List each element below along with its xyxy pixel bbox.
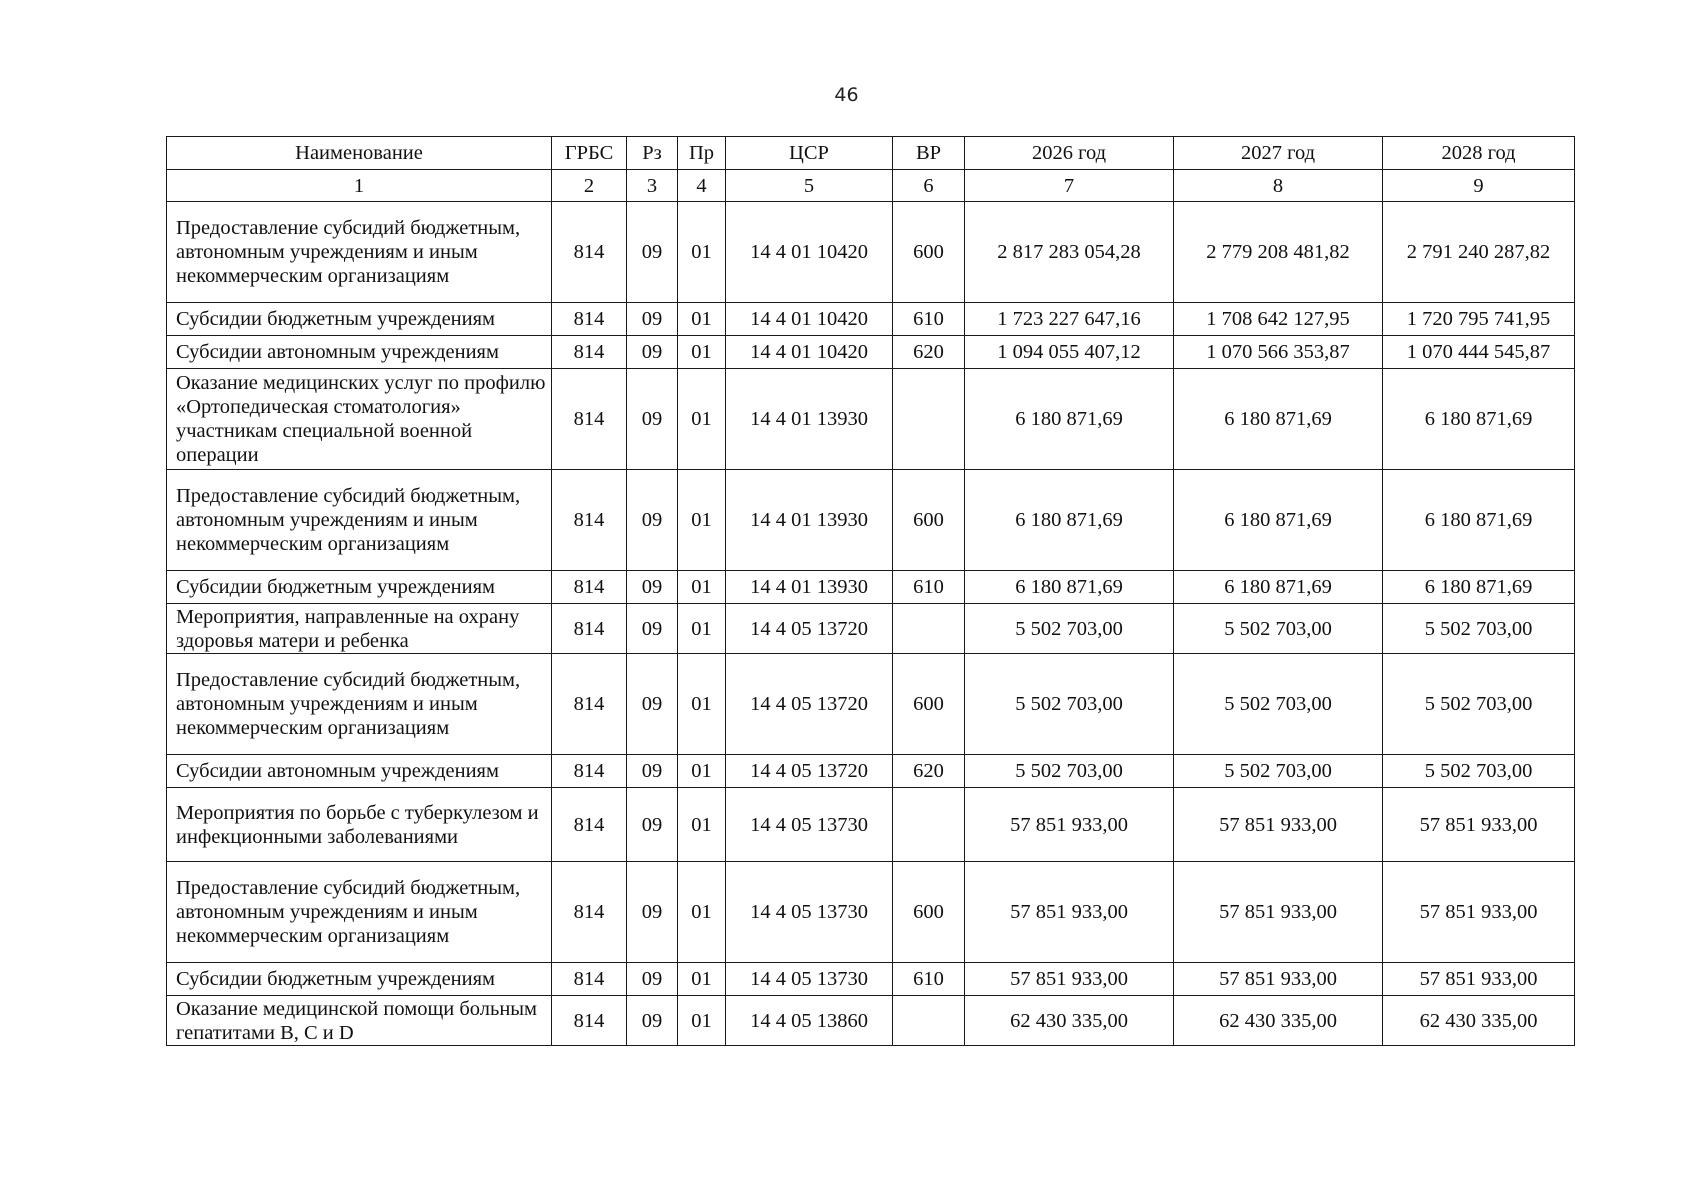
cell-2028: 1 070 444 545,87 <box>1383 336 1575 369</box>
cell-grbs: 814 <box>552 369 627 470</box>
cell-vr: 610 <box>893 303 965 336</box>
cell-2027: 62 430 335,00 <box>1174 996 1383 1046</box>
cell-pr: 01 <box>678 202 726 303</box>
cell-rz: 09 <box>627 369 678 470</box>
cell-2028: 6 180 871,69 <box>1383 470 1575 571</box>
cell-vr: 610 <box>893 571 965 604</box>
column-number: 9 <box>1383 170 1575 202</box>
cell-grbs: 814 <box>552 202 627 303</box>
cell-2026: 1 094 055 407,12 <box>965 336 1174 369</box>
cell-grbs: 814 <box>552 336 627 369</box>
header-vr: ВР <box>893 137 965 170</box>
cell-2028: 57 851 933,00 <box>1383 788 1575 862</box>
cell-2026: 1 723 227 647,16 <box>965 303 1174 336</box>
table-row <box>167 336 1575 369</box>
cell-2027: 2 779 208 481,82 <box>1174 202 1383 303</box>
cell-csr: 14 4 05 13730 <box>726 788 893 862</box>
column-number: 7 <box>965 170 1174 202</box>
cell-rz: 09 <box>627 604 678 654</box>
cell-rz: 09 <box>627 336 678 369</box>
cell-vr: 600 <box>893 654 965 755</box>
cell-pr: 01 <box>678 788 726 862</box>
cell-name: Мероприятия, направленные на охрану здоровья матери и ребенка <box>167 604 552 654</box>
column-number: 5 <box>726 170 893 202</box>
cell-name: Оказание медицинских услуг по профилю «Ортопедическая стоматология» участникам специальной военной операции <box>167 369 552 470</box>
cell-rz: 09 <box>627 862 678 963</box>
header-row <box>167 137 1575 170</box>
cell-rz: 09 <box>627 202 678 303</box>
cell-grbs: 814 <box>552 470 627 571</box>
cell-name: Субсидии бюджетным учреждениям <box>167 571 552 604</box>
table-row <box>167 862 1575 963</box>
cell-name: Предоставление субсидий бюджетным, автономным учреждениям и иным некоммерческим организациям <box>167 862 552 963</box>
header-2026: 2026 год <box>965 137 1174 170</box>
cell-grbs: 814 <box>552 654 627 755</box>
cell-2026: 5 502 703,00 <box>965 755 1174 788</box>
cell-2028: 5 502 703,00 <box>1383 755 1575 788</box>
table-row <box>167 470 1575 571</box>
cell-name: Предоставление субсидий бюджетным, автономным учреждениям и иным некоммерческим организациям <box>167 470 552 571</box>
cell-2027: 57 851 933,00 <box>1174 862 1383 963</box>
cell-2027: 6 180 871,69 <box>1174 369 1383 470</box>
cell-2026: 57 851 933,00 <box>965 963 1174 996</box>
cell-csr: 14 4 01 10420 <box>726 336 893 369</box>
cell-vr <box>893 788 965 862</box>
cell-name: Мероприятия по борьбе с туберкулезом и инфекционными заболеваниями <box>167 788 552 862</box>
cell-2026: 62 430 335,00 <box>965 996 1174 1046</box>
cell-2028: 62 430 335,00 <box>1383 996 1575 1046</box>
cell-2028: 6 180 871,69 <box>1383 571 1575 604</box>
cell-vr: 600 <box>893 202 965 303</box>
cell-2028: 6 180 871,69 <box>1383 369 1575 470</box>
column-number: 8 <box>1174 170 1383 202</box>
cell-csr: 14 4 01 13930 <box>726 470 893 571</box>
cell-pr: 01 <box>678 862 726 963</box>
table-row <box>167 963 1575 996</box>
cell-rz: 09 <box>627 571 678 604</box>
cell-2027: 6 180 871,69 <box>1174 470 1383 571</box>
table-row <box>167 654 1575 755</box>
cell-2026: 5 502 703,00 <box>965 654 1174 755</box>
cell-2027: 1 070 566 353,87 <box>1174 336 1383 369</box>
cell-vr: 600 <box>893 470 965 571</box>
page-number: 46 <box>834 84 859 106</box>
header-pr: Пр <box>678 137 726 170</box>
column-number-row <box>167 170 1575 202</box>
cell-rz: 09 <box>627 654 678 755</box>
cell-pr: 01 <box>678 336 726 369</box>
cell-2027: 5 502 703,00 <box>1174 604 1383 654</box>
table-row <box>167 788 1575 862</box>
cell-pr: 01 <box>678 571 726 604</box>
cell-pr: 01 <box>678 470 726 571</box>
cell-2027: 57 851 933,00 <box>1174 788 1383 862</box>
cell-2028: 57 851 933,00 <box>1383 963 1575 996</box>
cell-2026: 5 502 703,00 <box>965 604 1174 654</box>
cell-pr: 01 <box>678 369 726 470</box>
cell-grbs: 814 <box>552 862 627 963</box>
cell-csr: 14 4 05 13720 <box>726 604 893 654</box>
cell-csr: 14 4 01 10420 <box>726 202 893 303</box>
cell-name: Субсидии бюджетным учреждениям <box>167 303 552 336</box>
cell-vr: 610 <box>893 963 965 996</box>
cell-csr: 14 4 05 13860 <box>726 996 893 1046</box>
cell-rz: 09 <box>627 755 678 788</box>
column-number: 6 <box>893 170 965 202</box>
cell-2026: 6 180 871,69 <box>965 369 1174 470</box>
header-2027: 2027 год <box>1174 137 1383 170</box>
cell-pr: 01 <box>678 604 726 654</box>
cell-name: Субсидии автономным учреждениям <box>167 755 552 788</box>
cell-2028: 1 720 795 741,95 <box>1383 303 1575 336</box>
cell-rz: 09 <box>627 470 678 571</box>
table-row <box>167 571 1575 604</box>
cell-vr <box>893 604 965 654</box>
column-number: 3 <box>627 170 678 202</box>
cell-name: Оказание медицинской помощи больным гепатитами B, C и D <box>167 996 552 1046</box>
cell-rz: 09 <box>627 963 678 996</box>
cell-2028: 57 851 933,00 <box>1383 862 1575 963</box>
cell-name: Предоставление субсидий бюджетным, автономным учреждениям и иным некоммерческим организациям <box>167 202 552 303</box>
cell-2026: 6 180 871,69 <box>965 470 1174 571</box>
cell-2027: 57 851 933,00 <box>1174 963 1383 996</box>
cell-csr: 14 4 01 10420 <box>726 303 893 336</box>
cell-2026: 6 180 871,69 <box>965 571 1174 604</box>
table-row <box>167 202 1575 303</box>
cell-2028: 5 502 703,00 <box>1383 604 1575 654</box>
cell-grbs: 814 <box>552 604 627 654</box>
cell-vr <box>893 996 965 1046</box>
cell-name: Предоставление субсидий бюджетным, автономным учреждениям и иным некоммерческим организациям <box>167 654 552 755</box>
cell-grbs: 814 <box>552 755 627 788</box>
cell-pr: 01 <box>678 654 726 755</box>
table-row <box>167 604 1575 654</box>
cell-pr: 01 <box>678 303 726 336</box>
cell-vr: 620 <box>893 336 965 369</box>
budget-table <box>166 136 1575 1046</box>
cell-2027: 5 502 703,00 <box>1174 755 1383 788</box>
cell-2027: 1 708 642 127,95 <box>1174 303 1383 336</box>
cell-2026: 57 851 933,00 <box>965 788 1174 862</box>
column-number: 1 <box>167 170 552 202</box>
column-number: 4 <box>678 170 726 202</box>
cell-vr: 600 <box>893 862 965 963</box>
cell-csr: 14 4 05 13730 <box>726 963 893 996</box>
cell-csr: 14 4 05 13720 <box>726 755 893 788</box>
cell-2028: 5 502 703,00 <box>1383 654 1575 755</box>
cell-grbs: 814 <box>552 303 627 336</box>
cell-csr: 14 4 05 13720 <box>726 654 893 755</box>
cell-grbs: 814 <box>552 996 627 1046</box>
cell-2027: 6 180 871,69 <box>1174 571 1383 604</box>
cell-grbs: 814 <box>552 788 627 862</box>
cell-vr <box>893 369 965 470</box>
header-rz: Рз <box>627 137 678 170</box>
header-name: Наименование <box>167 137 552 170</box>
table-row <box>167 755 1575 788</box>
cell-grbs: 814 <box>552 571 627 604</box>
cell-rz: 09 <box>627 788 678 862</box>
cell-rz: 09 <box>627 996 678 1046</box>
cell-csr: 14 4 01 13930 <box>726 571 893 604</box>
cell-vr: 620 <box>893 755 965 788</box>
cell-2027: 5 502 703,00 <box>1174 654 1383 755</box>
cell-name: Субсидии автономным учреждениям <box>167 336 552 369</box>
header-2028: 2028 год <box>1383 137 1575 170</box>
header-csr: ЦСР <box>726 137 893 170</box>
cell-2026: 57 851 933,00 <box>965 862 1174 963</box>
cell-pr: 01 <box>678 963 726 996</box>
cell-grbs: 814 <box>552 963 627 996</box>
cell-rz: 09 <box>627 303 678 336</box>
table-row <box>167 303 1575 336</box>
cell-pr: 01 <box>678 755 726 788</box>
table-row <box>167 996 1575 1046</box>
cell-name: Субсидии бюджетным учреждениям <box>167 963 552 996</box>
cell-2028: 2 791 240 287,82 <box>1383 202 1575 303</box>
cell-csr: 14 4 05 13730 <box>726 862 893 963</box>
column-number: 2 <box>552 170 627 202</box>
cell-csr: 14 4 01 13930 <box>726 369 893 470</box>
cell-2026: 2 817 283 054,28 <box>965 202 1174 303</box>
header-grbs: ГРБС <box>552 137 627 170</box>
table-row <box>167 369 1575 470</box>
cell-pr: 01 <box>678 996 726 1046</box>
